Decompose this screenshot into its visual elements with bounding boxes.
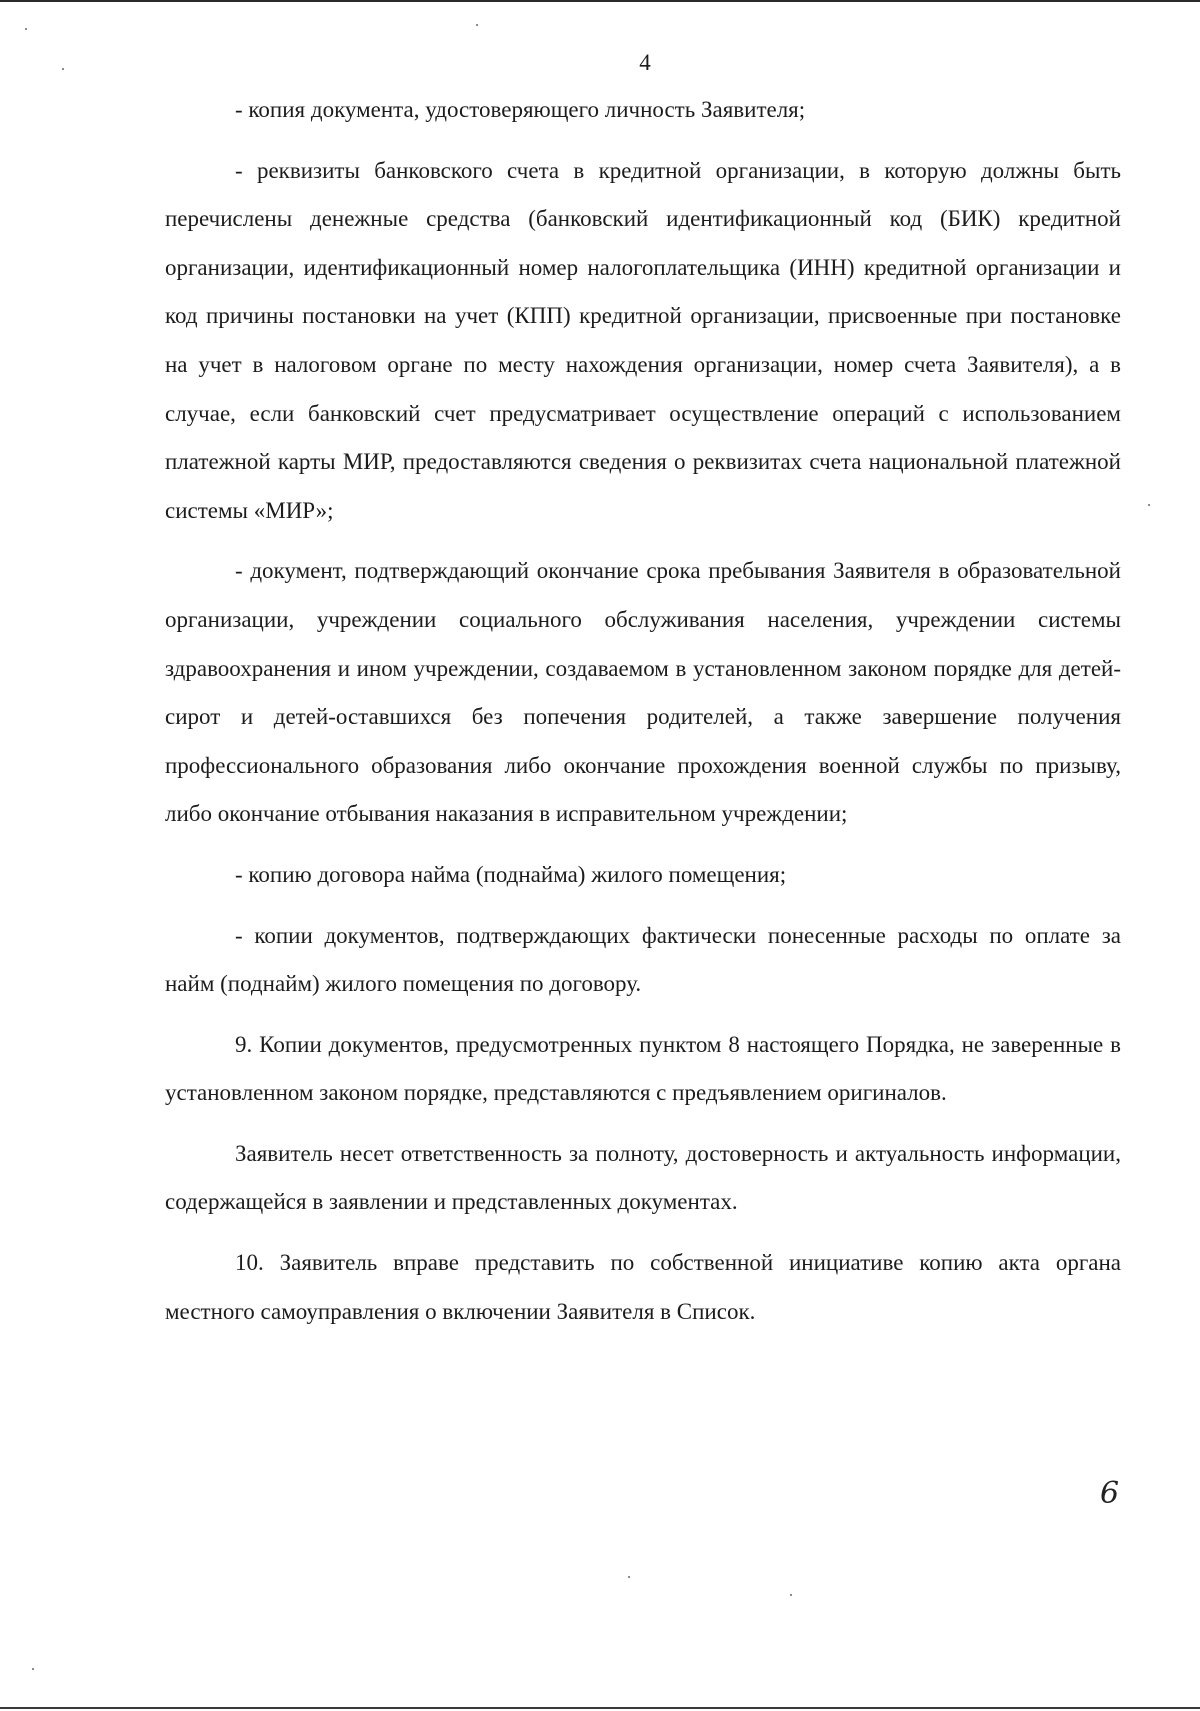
handwritten-page-mark: 6 <box>1100 1476 1120 1511</box>
scan-edge-top <box>0 0 1200 2</box>
paragraph-stay-end-document: - документ, подтверждающий окончание срока пребывания Заявителя в образовательной организации, учреждении социального обслуживания населения, учреждении системы здравоохранения и ином учреждении, создаваемом в установленном законом порядке для детей-сирот и детей-оставшихся без попечения родителей, а также завершение получения профессионального образования либо окончание прохождения военной службы по призыву, либо окончание отбывания наказания в исправительном учреждении; <box>165 558 1121 827</box>
paragraph-bank-details: - реквизиты банковского счета в кредитной организации, в которую должны быть перечислены денежные средства (банковский идентификационный код (БИК) кредитной организации, идентификационный номер налогоплательщика (ИНН) кредитной организации и код причины постановки на учет (КПП) кредитной организации, присвоенные при постановке на учет в налоговом органе по месту нахождения организации, номер счета Заявителя), а в случае, если банковский счет предусматривает осуществление операций с использованием платежной карты МИР, предоставляются сведения о реквизитах счета национальной платежной системы «МИР»; <box>165 157 1121 523</box>
scan-speck <box>25 28 27 30</box>
paragraph-item-10: 10. Заявитель вправе представить по собственной инициативе копию акта органа местного самоуправления о включении Заявителя в Список. <box>165 1250 1121 1324</box>
page-number: 4 <box>639 50 651 75</box>
paragraph-lease-contract-copy: - копию договора найма (поднайма) жилого помещения; <box>235 861 787 887</box>
document-body <box>165 86 1121 1336</box>
scan-speck <box>1148 504 1150 506</box>
paragraph-applicant-responsibility: Заявитель несет ответственность за полноту, достоверность и актуальность информации, содержащейся в заявлении и представленных документах. <box>165 1140 1121 1215</box>
scan-speck <box>476 24 478 26</box>
scan-edge-bottom <box>0 1707 1200 1709</box>
paragraph-identity-copy: - копия документа, удостоверяющего личность Заявителя; <box>235 97 806 122</box>
scan-speck <box>32 1668 34 1670</box>
scan-speck <box>790 1594 792 1596</box>
scan-speck <box>628 1576 630 1578</box>
paragraph-expense-documents: - копии документов, подтверждающих фактически понесенные расходы по оплате за найм (поднайм) жилого помещения по договору. <box>165 922 1121 997</box>
paragraph-item-9: 9. Копии документов, предусмотренных пунктом 8 настоящего Порядка, не заверенные в установленном законом порядке, представляются с предъявлением оригиналов. <box>165 1031 1121 1106</box>
scan-speck <box>62 68 64 70</box>
